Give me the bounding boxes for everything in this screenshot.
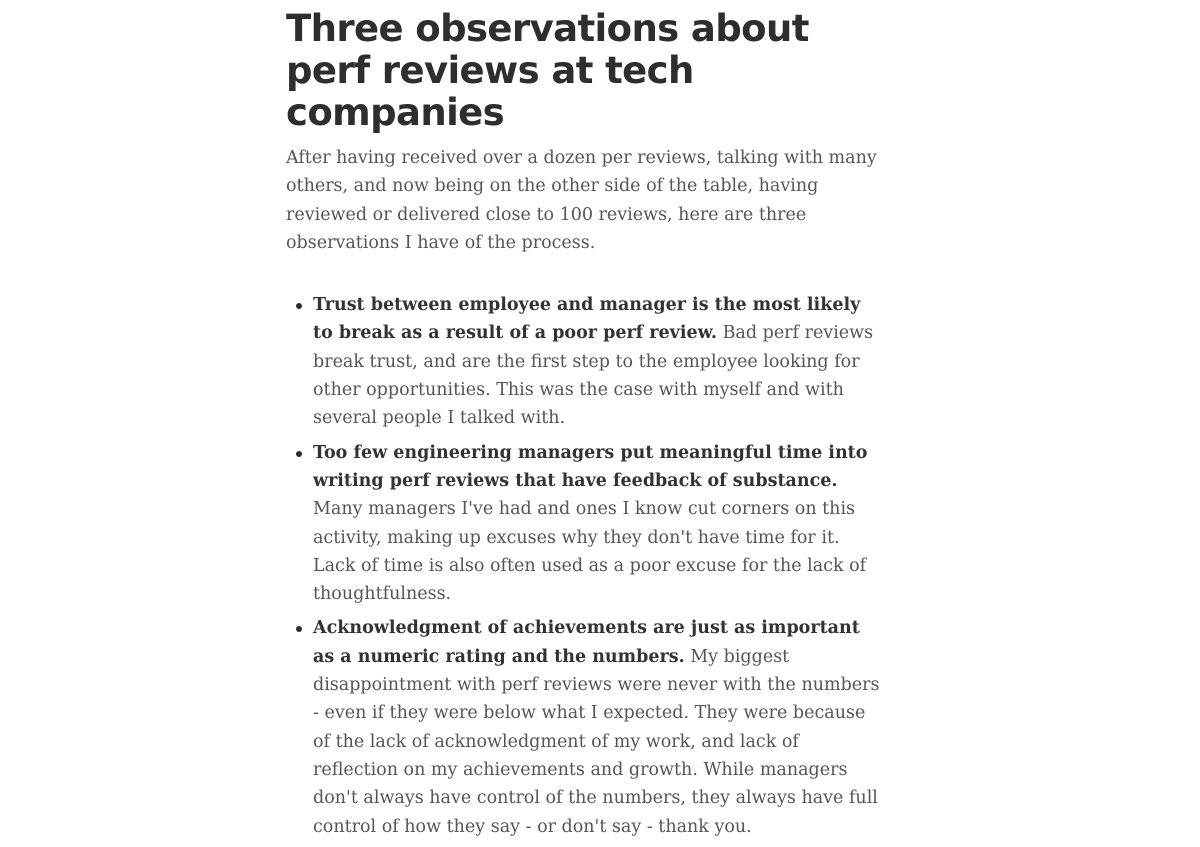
observation-body: My biggest disappointment with perf reviews were never with the numbers - even if they were below what I expected. They were because of the lack of acknowledgment of my work, and lack of reflection on my achievements and growth. While managers don't always have control of the numbers, they always have full control of how they say - or don't say - thank you.: [313, 646, 880, 837]
observation-body: Many managers I've had and ones I know cut corners on this activity, making up excuses why they don't have time for it. Lack of time is also often used as a poor excuse for the lack of thoughtfulness.: [313, 499, 867, 605]
list-item: [286, 291, 886, 432]
bullet-icon: [296, 451, 302, 457]
observation-lead: Too few engineering managers put meaningful time into writing perf reviews that have feedback of substance.: [313, 442, 868, 491]
article: [286, 8, 886, 847]
intro-paragraph: After having received over a dozen per reviews, talking with many others, and now being on the other side of the table, having reviewed or delivered close to 100 reviews, here are three observations I have of the process.: [286, 148, 877, 253]
observations-list: [286, 291, 886, 841]
observation-body: Bad perf reviews break trust, and are the first step to the employee looking for other opportunities. This was the case with myself and with several people I talked with.: [313, 323, 874, 429]
bullet-icon: [296, 303, 302, 309]
observation-lead: Trust between employee and manager is the most likely to break as a result of a poor perf review.: [313, 295, 861, 344]
list-item: [286, 614, 886, 840]
list-item: [286, 439, 886, 609]
observation-lead: Acknowledgment of achievements are just as important as a numeric rating and the numbers.: [313, 618, 860, 667]
article-title: Three observations about perf reviews at tech companies: [286, 7, 809, 134]
bullet-icon: [296, 626, 302, 632]
